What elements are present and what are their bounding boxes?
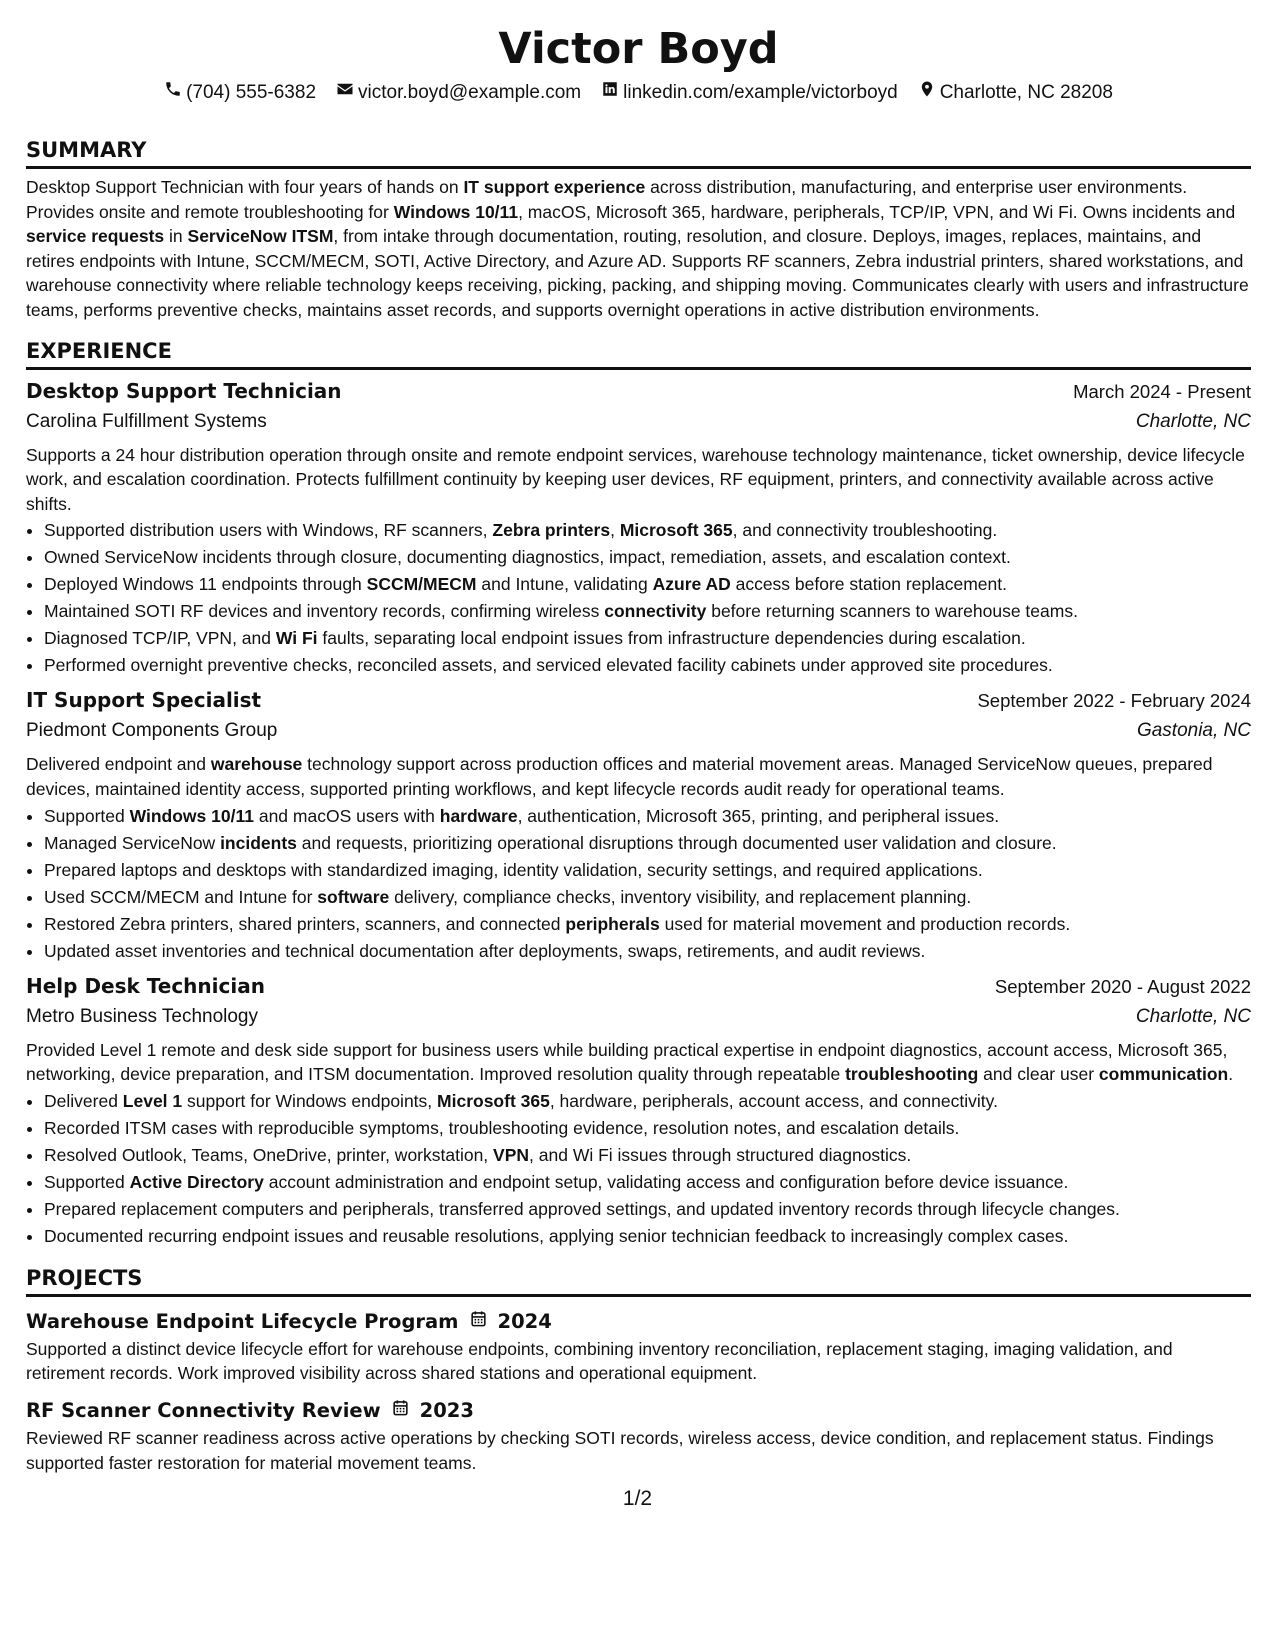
- text-run: account administration and endpoint setup, validating access and configuration before device issuance.: [263, 1171, 1069, 1192]
- bullet-item: [44, 652, 1251, 679]
- contact-linkedin[interactable]: [601, 80, 898, 106]
- emphasis-text: VPN: [493, 1144, 530, 1165]
- text-run: Performed overnight preventive checks, reconciled assets, and serviced elevated facility cabinets under approved site procedures.: [44, 655, 1053, 676]
- text-run: Restored Zebra printers, shared printers, scanners, and connected: [44, 913, 566, 934]
- emphasis-text: Microsoft 365: [619, 520, 733, 541]
- emphasis-text: incidents: [220, 832, 297, 853]
- job-bullets: [26, 803, 1251, 965]
- calendar-icon: [469, 1309, 488, 1335]
- text-run: Supported distribution users with Windows, RF scanners,: [44, 520, 493, 541]
- text-run: , and connectivity troubleshooting.: [732, 520, 998, 541]
- text-run: technology support across production offices and material movement areas. Managed ServiceNow queues, prepared devices, maintained identity access, supported printing workflows, and kept lifecycle records audit ready for operational teams.: [26, 754, 1213, 799]
- phone-text: (704) 555-6382: [186, 82, 317, 103]
- job-header: [26, 971, 1251, 1002]
- page-number: 1/2: [622, 1487, 653, 1510]
- text-run: , from intake through documentation, routing, resolution, and closure. Deploys, images, replaces, maintains, and retires endpoints with Intune, SCCM/MECM, SOTI, Active Directory, and Azure AD. Supports RF scanners, Zebra industrial printers, shared workstations, and warehouse connectivity where reliable technology keeps receiving, picking, packing, and shipping moving. Communicates clearly with users and infrastructure teams, performs preventive checks, maintains asset records, and supports overnight operations in active distribution environments.: [26, 226, 1249, 320]
- text-run: .: [1228, 1064, 1234, 1085]
- bullet-item: [44, 884, 1251, 911]
- resume-page: [26, 20, 1251, 1475]
- text-run: , authentication, Microsoft 365, printing, and peripheral issues.: [517, 805, 1000, 826]
- bullet-item: [44, 1169, 1251, 1196]
- job-entry: [26, 376, 1251, 680]
- project-name: Warehouse Endpoint Lifecycle Program: [26, 1309, 459, 1333]
- contact-email[interactable]: [336, 80, 581, 106]
- job-description: [26, 752, 1251, 801]
- text-run: ,: [610, 520, 620, 541]
- bullet-item: [44, 625, 1251, 652]
- text-run: Updated asset inventories and technical documentation after deployments, swaps, retirements, and audit reviews.: [44, 940, 926, 961]
- emphasis-text: troubleshooting: [845, 1064, 979, 1085]
- project-name: RF Scanner Connectivity Review: [26, 1398, 381, 1422]
- text-run: and macOS users with: [253, 805, 440, 826]
- job-dates: September 2020 - August 2022: [994, 975, 1251, 997]
- emphasis-text: Wi Fi: [275, 628, 318, 649]
- text-run: in: [164, 226, 188, 247]
- projects-list: [26, 1309, 1251, 1475]
- emphasis-text: hardware: [439, 805, 518, 826]
- job-description: [26, 443, 1251, 517]
- job-entry: [26, 971, 1251, 1250]
- job-company: Metro Business Technology: [26, 1005, 258, 1027]
- text-run: Desktop Support Technician with four years of hands on: [26, 177, 464, 197]
- emphasis-text: SCCM/MECM: [366, 574, 477, 595]
- job-dates: March 2024 - Present: [1073, 380, 1251, 402]
- text-run: delivery, compliance checks, inventory visibility, and replacement planning.: [389, 886, 972, 907]
- text-run: Prepared replacement computers and peripherals, transferred approved settings, and updated inventory records through lifecycle changes.: [44, 1198, 1120, 1219]
- text-run: Managed ServiceNow: [44, 832, 221, 853]
- emphasis-text: peripherals: [565, 913, 660, 934]
- candidate-name: Victor Boyd: [498, 24, 779, 74]
- summary-text: [26, 175, 1251, 323]
- emphasis-text: Windows 10/11: [129, 805, 254, 826]
- experience-list: [26, 376, 1251, 1250]
- job-subheader: [26, 716, 1251, 746]
- bullet-item: [44, 1142, 1251, 1169]
- emphasis-text: warehouse: [210, 754, 303, 775]
- bullet-item: [44, 803, 1251, 830]
- projects-heading: PROJECTS: [26, 1264, 1251, 1297]
- project-description: Reviewed RF scanner readiness across active operations by checking SOTI records, wireless access, device condition, and replacement status. Findings supported faster restoration for material movement teams.: [26, 1427, 1214, 1473]
- job-role: Desktop Support Technician: [26, 378, 342, 403]
- emphasis-text: ServiceNow ITSM: [187, 226, 334, 247]
- bullet-item: [44, 598, 1251, 625]
- text-run: Delivered: [44, 1090, 123, 1111]
- job-header: [26, 376, 1251, 407]
- job-company: Piedmont Components Group: [26, 720, 278, 742]
- job-subheader: [26, 407, 1251, 437]
- text-run: Owned ServiceNow incidents through closure, documenting diagnostics, impact, remediation, assets, and escalation context.: [44, 547, 1011, 568]
- text-run: Maintained SOTI RF devices and inventory records, confirming wireless: [44, 601, 605, 622]
- text-run: and Intune, validating: [476, 574, 653, 595]
- project-header: [26, 1309, 1251, 1335]
- calendar-icon: [391, 1398, 410, 1424]
- envelope-icon: [336, 80, 354, 106]
- summary-heading: SUMMARY: [26, 136, 1251, 169]
- email-text: victor.boyd@example.com: [358, 82, 582, 103]
- contact-bar: [26, 80, 1251, 106]
- emphasis-text: Azure AD: [652, 574, 731, 595]
- emphasis-text: IT support experience: [463, 177, 646, 197]
- text-run: Supports a 24 hour distribution operation through onsite and remote endpoint services, warehouse technology maintenance, ticket ownership, device lifecycle work, and escalation coordination. Protects fulfillment continuity by keeping user devices, RF equipment, printers, and connectivity available across active shifts.: [26, 444, 1245, 514]
- text-run: before returning scanners to warehouse teams.: [706, 601, 1078, 622]
- text-run: and requests, prioritizing operational disruptions through documented user validation and closure.: [296, 832, 1057, 853]
- experience-heading: EXPERIENCE: [26, 337, 1251, 370]
- emphasis-text: Microsoft 365: [437, 1090, 550, 1111]
- emphasis-text: Windows 10/11: [393, 201, 519, 222]
- location-text: Charlotte, NC 28208: [939, 82, 1113, 103]
- text-run: Documented recurring endpoint issues and reusable resolutions, applying senior technician feedback to increasingly complex cases.: [44, 1225, 1069, 1246]
- emphasis-text: connectivity: [604, 601, 707, 622]
- project-year: 2024: [497, 1309, 552, 1333]
- job-role: IT Support Specialist: [26, 688, 262, 713]
- job-dates: September 2022 - February 2024: [977, 690, 1251, 712]
- project-entry: [26, 1398, 1251, 1475]
- text-run: , macOS, Microsoft 365, hardware, peripherals, TCP/IP, VPN, and Wi Fi. Owns incidents and: [518, 201, 1236, 222]
- job-role: Help Desk Technician: [26, 973, 265, 998]
- bullet-item: [44, 1223, 1251, 1250]
- job-description: [26, 1038, 1251, 1087]
- project-entry: [26, 1309, 1251, 1386]
- text-run: access before station replacement.: [730, 574, 1007, 595]
- text-run: Supported: [44, 805, 130, 826]
- job-subheader: [26, 1002, 1251, 1032]
- text-run: Recorded ITSM cases with reproducible symptoms, troubleshooting evidence, resolution notes, and escalation details.: [44, 1117, 960, 1138]
- text-run: Diagnosed TCP/IP, VPN, and: [44, 628, 276, 649]
- text-run: Delivered endpoint and: [26, 754, 211, 775]
- contact-location: [918, 80, 1113, 106]
- text-run: Deployed Windows 11 endpoints through: [44, 574, 367, 595]
- emphasis-text: software: [317, 886, 390, 907]
- linkedin-icon: [601, 80, 619, 106]
- bullet-item: [44, 911, 1251, 938]
- job-header: [26, 685, 1251, 716]
- bullet-item: [44, 517, 1251, 544]
- bullet-item: [44, 571, 1251, 598]
- project-year: 2023: [419, 1398, 474, 1422]
- text-run: , hardware, peripherals, account access, and connectivity.: [549, 1090, 998, 1111]
- text-run: Provided Level 1 remote and desk side support for business users while building practical expertise in endpoint diagnostics, account access, Microsoft 365, networking, device preparation, and ITSM documentation. Improved resolution quality through repeatable: [26, 1039, 1228, 1085]
- emphasis-text: communication: [1098, 1064, 1229, 1085]
- phone-icon: [164, 80, 182, 106]
- text-run: support for Windows endpoints,: [182, 1090, 438, 1111]
- project-description: Supported a distinct device lifecycle effort for warehouse endpoints, combining inventory reconciliation, replacement staging, imaging validation, and retirement records. Work improved visibility across shared stations and operational equipment.: [26, 1338, 1173, 1384]
- bullet-item: [44, 544, 1251, 571]
- text-run: , and Wi Fi issues through structured diagnostics.: [529, 1144, 912, 1165]
- emphasis-text: service requests: [26, 226, 165, 247]
- job-entry: [26, 685, 1251, 964]
- linkedin-text: linkedin.com/example/victorboyd: [623, 82, 898, 103]
- bullet-item: [44, 830, 1251, 857]
- bullet-item: [44, 938, 1251, 965]
- bullet-item: [44, 857, 1251, 884]
- contact-phone[interactable]: [164, 80, 316, 106]
- job-location: Charlotte, NC: [1135, 1005, 1251, 1027]
- emphasis-text: Zebra printers: [492, 520, 611, 541]
- job-bullets: [26, 517, 1251, 679]
- bullet-item: [44, 1196, 1251, 1223]
- job-location: Gastonia, NC: [1136, 720, 1251, 742]
- bullet-item: [44, 1115, 1251, 1142]
- job-bullets: [26, 1088, 1251, 1250]
- text-run: Prepared laptops and desktops with standardized imaging, identity validation, security settings, and required applications.: [44, 859, 983, 880]
- map-pin-icon: [918, 80, 936, 106]
- job-location: Charlotte, NC: [1135, 410, 1251, 432]
- bullet-item: [44, 1088, 1251, 1115]
- emphasis-text: Active Directory: [129, 1171, 264, 1192]
- text-run: used for material movement and production records.: [659, 913, 1071, 934]
- project-header: [26, 1398, 1251, 1424]
- text-run: Supported: [44, 1171, 130, 1192]
- job-company: Carolina Fulfillment Systems: [26, 410, 267, 432]
- emphasis-text: Level 1: [122, 1090, 183, 1111]
- text-run: across distribution, manufacturing, and enterprise user environments. Provides onsite and remote troubleshooting for: [26, 177, 1188, 222]
- text-run: Used SCCM/MECM and Intune for: [44, 886, 318, 907]
- text-run: Resolved Outlook, Teams, OneDrive, printer, workstation,: [44, 1144, 494, 1165]
- text-run: faults, separating local endpoint issues from infrastructure dependencies during escalation.: [317, 628, 1026, 649]
- text-run: and clear user: [978, 1064, 1099, 1085]
